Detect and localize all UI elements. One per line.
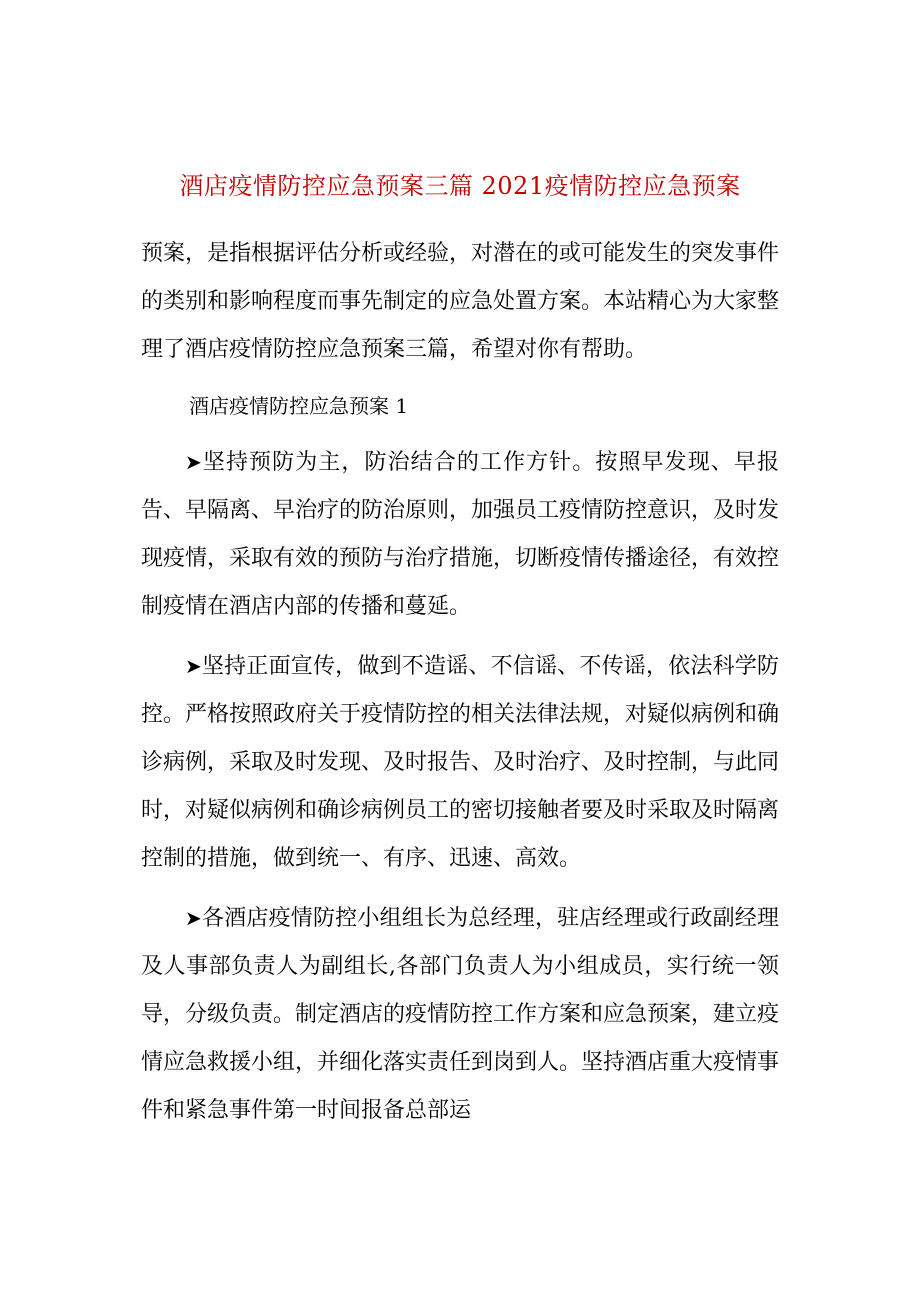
paragraph-3: [141, 894, 779, 1135]
arrow-bullet-icon: ➤: [185, 450, 202, 474]
arrow-bullet-icon: ➤: [185, 906, 202, 930]
paragraph-3-text: 各酒店疫情防控小组组长为总经理，驻店经理或行政副经理及人事部负责人为副组长,各部门负责人为小组成员，实行统一领导，分级负责。制定酒店的疫情防控工作方案和应急预案，建立疫情应急救援小组，并细化落实责任到岗到人。坚持酒店重大疫情事件和紧急事件第一时间报备总部运: [141, 906, 780, 1123]
section-heading: 酒店疫情防控应急预案 1: [189, 394, 409, 418]
paragraph-1: [141, 438, 779, 631]
arrow-bullet-icon: ➤: [185, 654, 202, 678]
paragraph-1-text: 坚持预防为主，防治结合的工作方针。按照早发现、早报告、早隔离、早治疗的防治原则，加强员工疫情防控意识，及时发现疫情，采取有效的预防与治疗措施，切断疫情传播途径，有效控制疫情在酒店内部的传播和蔓延。: [141, 450, 780, 619]
paragraph-2-text: 坚持正面宣传，做到不造谣、不信谣、不传谣，依法科学防控。严格按照政府关于疫情防控的相关法律法规，对疑似病例和确诊病例，采取及时发现、及时报告、及时治疗、及时控制，与此同时，对疑似病例和确诊病例员工的密切接触者要及时采取及时隔离控制的措施，做到统一、有序、迅速、高效。: [141, 654, 780, 871]
intro-paragraph: 预案，是指根据评估分析或经验，对潜在的或可能发生的突发事件的类别和影响程度而事先制定的应急处置方案。本站精心为大家整理了酒店疫情防控应急预案三篇，希望对你有帮助。: [141, 241, 780, 362]
document-title: 酒店疫情防控应急预案三篇 2021疫情防控应急预案: [179, 172, 741, 200]
document-body: [141, 230, 779, 1135]
paragraph-2: [141, 642, 779, 883]
